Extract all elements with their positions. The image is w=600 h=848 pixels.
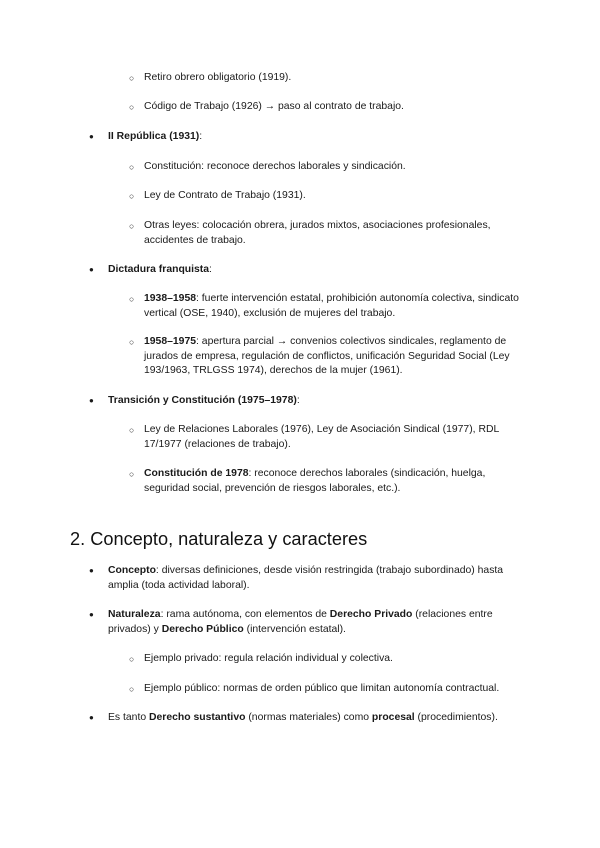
list-item [86, 608, 536, 637]
list-item [126, 682, 526, 697]
bold-label: Concepto [108, 565, 156, 576]
label-suffix: : [296, 395, 300, 406]
circle-bullet-icon: ○ [129, 102, 135, 112]
bullet-icon: ● [89, 265, 94, 274]
list-item [86, 564, 536, 593]
text-run: (intervención estatal). [243, 623, 346, 635]
bullet-icon: ● [89, 396, 94, 405]
list-item-text: Ley de Relaciones Laborales (1976), Ley de Asociación Sindical (1977), RDL 17/1977 (relaciones de trabajo). [144, 424, 499, 450]
bullet-icon: ● [89, 566, 94, 575]
bold-term: Derecho Privado [329, 609, 413, 620]
bold-term: Derecho sustantivo [149, 712, 246, 723]
list-item-text: Retiro obrero obligatorio (1919). [144, 72, 292, 83]
list-item [126, 292, 526, 321]
list-item [126, 219, 526, 248]
text-run: : rama autónoma, con elementos de [160, 609, 330, 620]
list-item-body: : fuerte intervención estatal, prohibición autonomía colectiva, sindicato vertical (OSE, 1940), exclusión de mujeres del trabajo. [144, 293, 519, 319]
text-run: (relaciones entre privados) y [108, 609, 493, 635]
bullet-icon: ● [89, 132, 94, 141]
circle-bullet-icon: ○ [129, 654, 135, 664]
bold-label: 1938–1958 [144, 293, 197, 304]
circle-bullet-icon: ○ [129, 191, 135, 201]
bold-term: procesal [371, 712, 415, 723]
bold-label: 1958–1975 [144, 336, 197, 347]
list-item [126, 71, 526, 86]
list-item [126, 467, 526, 496]
list-item-text [144, 335, 526, 379]
list-item [86, 711, 536, 726]
list-item-text: Código de Trabajo (1926) → paso al contrato de trabajo. [144, 101, 404, 112]
text-run: (normas materiales) como [245, 712, 372, 723]
bold-label: Dictadura franquista [108, 264, 210, 275]
label-suffix: : [199, 131, 203, 142]
list-item [86, 130, 536, 145]
list-item-text [144, 467, 526, 496]
list-item-text: Otras leyes: colocación obrera, jurados mixtos, asociaciones profesionales, accidentes de trabajo. [144, 220, 491, 246]
section-heading: 2. Concepto, naturaleza y caracteres [70, 529, 368, 549]
bold-label: Naturaleza [108, 609, 161, 620]
bold-label: II República (1931) [108, 131, 200, 142]
circle-bullet-icon: ○ [129, 684, 135, 694]
bold-term: Derecho Público [161, 623, 244, 635]
list-item-body: : apertura parcial → convenios colectivos sindicales, reglamento de jurados de empresa, regulación de conflictos, unificación Seguridad Social (Ley 193/1963, TRLGSS 1974), derechos de la mujer (1961). [144, 336, 510, 377]
list-item [126, 100, 526, 115]
circle-bullet-icon: ○ [129, 294, 135, 304]
list-item-text: Ley de Contrato de Trabajo (1931). [144, 190, 306, 201]
circle-bullet-icon: ○ [129, 221, 135, 231]
text-run: Es tanto [108, 712, 150, 723]
list-item-text: Ejemplo privado: regula relación individual y colectiva. [144, 653, 393, 664]
circle-bullet-icon: ○ [129, 425, 135, 435]
list-item-text [108, 564, 536, 593]
circle-bullet-icon: ○ [129, 73, 135, 83]
bullet-icon: ● [89, 713, 94, 722]
text-run: (procedimientos). [414, 712, 498, 723]
list-item [126, 335, 526, 379]
list-item [126, 423, 526, 452]
circle-bullet-icon: ○ [129, 469, 135, 479]
bullet-icon: ● [89, 610, 94, 619]
circle-bullet-icon: ○ [129, 337, 135, 347]
list-item-text [108, 130, 536, 145]
list-item-text [144, 292, 526, 321]
list-item [86, 263, 536, 278]
list-item-text [108, 263, 536, 278]
bold-label: Transición y Constitución (1975–1978) [108, 395, 297, 406]
bold-label: Constitución de 1978 [144, 468, 249, 479]
list-item-text [108, 608, 536, 637]
list-item-text [108, 711, 536, 726]
list-item [86, 394, 536, 409]
list-item [126, 160, 526, 175]
list-item-body: : diversas definiciones, desde visión restringida (trabajo subordinado) hasta amplia (toda actividad laboral). [108, 565, 504, 591]
list-item-body: : reconoce derechos laborales (sindicación, huelga, seguridad social, prevención de riesgos laborales, etc.). [144, 468, 486, 494]
list-item-text: Ejemplo público: normas de orden público que limitan autonomía contractual. [144, 683, 500, 694]
list-item [126, 189, 526, 204]
label-suffix: : [209, 264, 212, 275]
circle-bullet-icon: ○ [129, 162, 135, 172]
list-item [126, 652, 526, 667]
list-item-text [108, 394, 536, 409]
list-item-text: Constitución: reconoce derechos laborales y sindicación. [144, 161, 406, 172]
